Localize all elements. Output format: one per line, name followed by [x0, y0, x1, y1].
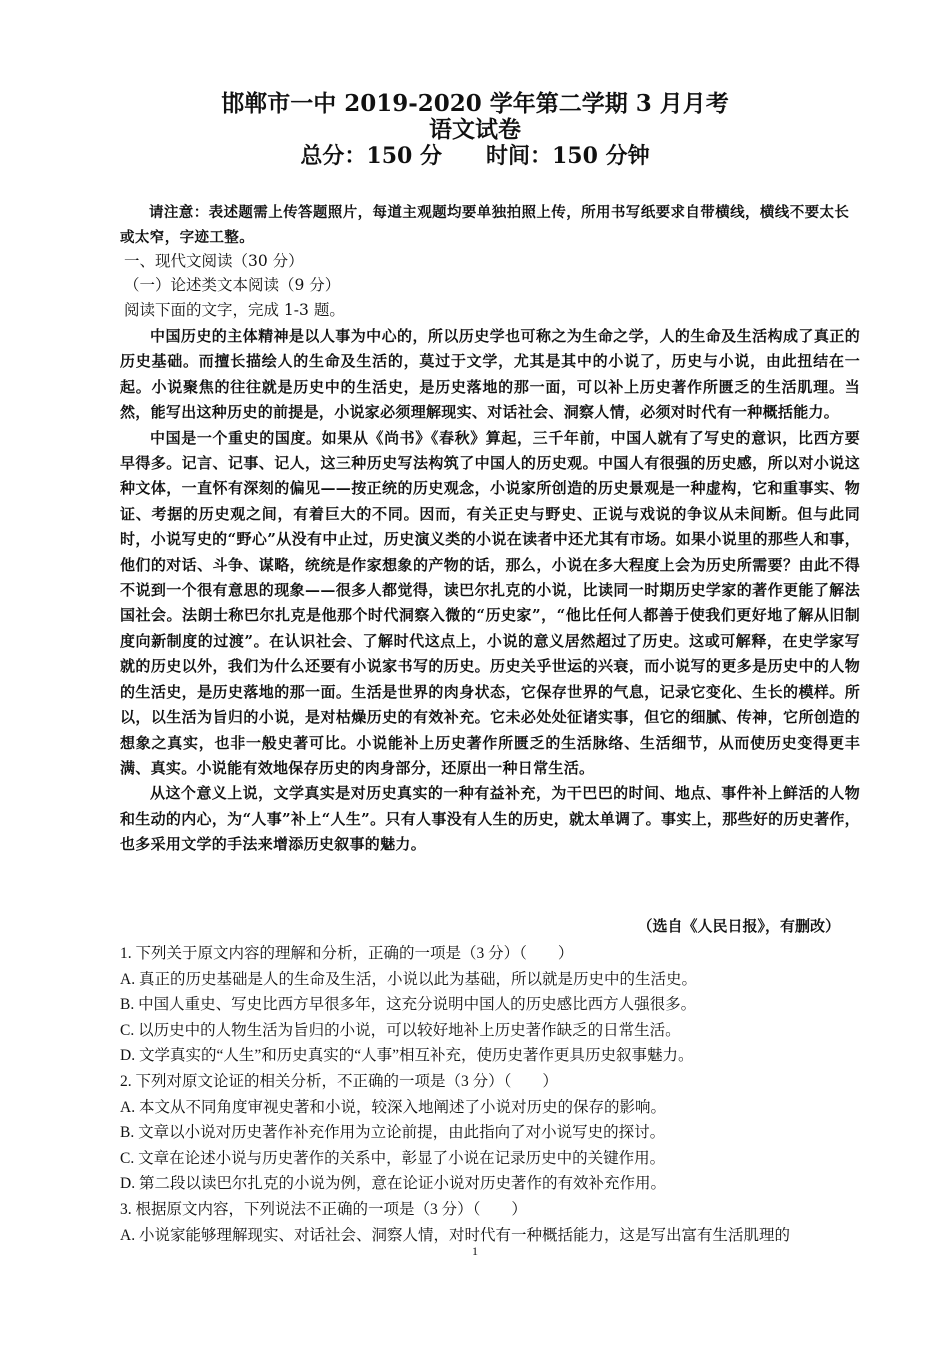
- page-number: 1: [472, 1244, 478, 1258]
- notice-text: 请注意：表述题需上传答题照片，每道主观题均要单独拍照上传，所用书写纸要求自带横线，横线不要太长或太窄，字迹工整。: [120, 204, 850, 246]
- option-2a: A. 本文从不同角度审视史著和小说，较深入地阐述了小说对历史的保存的影响。: [120, 1098, 666, 1116]
- exam-title: 邯郸市一中 2019-2020 学年第二学期 3 月月考: [221, 90, 729, 117]
- reading-instruction: 阅读下面的文字，完成 1-3 题。: [124, 301, 345, 319]
- exam-time: 时间：150 分钟: [486, 143, 650, 169]
- question-1: 1. 下列关于原文内容的理解和分析，正确的一项是（3 分）（ ）: [120, 945, 574, 962]
- passage-source: （选自《人民日报》，有删改）: [637, 917, 840, 935]
- reading-passage: [120, 324, 860, 858]
- question-2: 2. 下列对原文论证的相关分析，不正确的一项是（3 分）（ ）: [120, 1072, 558, 1090]
- option-1c: C. 以历史中的人物生活为旨归的小说，可以较好地补上历史著作缺乏的日常生活。: [120, 1021, 681, 1039]
- option-3a: A. 小说家能够理解现实、对话社会、洞察人情，对时代有一种概括能力，这是写出富有生活肌理的: [120, 1226, 790, 1244]
- option-2d: D. 第二段以读巴尔扎克的小说为例，意在论证小说对历史著作的有效补充作用。: [120, 1175, 666, 1193]
- passage-paragraph-1: 中国历史的主体精神是以人事为中心的，所以历史学也可称之为生命之学，人的生命及生活构成了真正的历史基础。而擅长描绘人的生命及生活的，莫过于文学，尤其是其中的小说了，历史与小说，由此扭结在一起。小说聚焦的往往就是历史中的生活史，是历史落地的那一面，可以补上历史著作所匮乏的生活肌理。当然，能写出这种历史的前提是，小说家必须理解现实、对话社会、洞察人情，必须对时代有一种概括能力。: [120, 327, 860, 422]
- question-3: 3. 根据原文内容，下列说法不正确的一项是（3 分）（ ）: [120, 1200, 527, 1218]
- subsection-heading: （一）论述类文本阅读（9 分）: [124, 276, 341, 294]
- section-heading: 一、现代文阅读（30 分）: [124, 252, 304, 270]
- option-1d: D. 文学真实的“人生”和历史真实的“人事”相互补充，使历史著作更具历史叙事魅力。: [120, 1047, 694, 1065]
- exam-subject: 语文试卷: [429, 116, 521, 143]
- passage-paragraph-2: 中国是一个重史的国度。如果从《尚书》《春秋》算起，三千年前，中国人就有了写史的意识，比西方要早得多。记言、记事、记人，这三种历史写法构筑了中国人的历史观。中国人有很强的历史感，所以对小说这种文体，一直怀有深刻的偏见——按正统的历史观念，小说家所创造的历史景观是一种虚构，它和重事实、物证、考据的历史观之间，有着巨大的不同。因而，有关正史与野史、正说与戏说的争议从未间断。但与此同时，小说写史的“野心”从没有中止过，历史演义类的小说在读者中还尤其有市场。如果小说里的那些人和事，他们的对话、斗争、谋略，统统是作家想象的产物的话，那么，小说在多大程度上会为历史所需要？由此不得不说到一个很有意思的现象——很多人都觉得，读巴尔扎克的小说，比读同一时期历史学家的著作更能了解法国社会。法朗士称巴尔扎克是他那个时代洞察入微的“历史家”，“他比任何人都善于使我们更好地了解从旧制度向新制度的过渡”。在认识社会、了解时代这点上，小说的意义居然超过了历史。这或可解释，在史学家写就的历史以外，我们为什么还要有小说家书写的历史。历史关乎世运的兴衰，而小说写的更多是历史中的人物的生活史，是历史落地的那一面。生活是世界的肉身状态，它保存世界的气息，记录它变化、生长的模样。所以，以生活为旨归的小说，是对枯燥历史的有效补充。它未必处处征诸实事，但它的细腻、传神，它所创造的想象之真实，也非一般史著可比。小说能补上历史著作所匮乏的生活脉络、生活细节，从而使历史变得更丰满、真实。小说能有效地保存历史的肉身部分，还原出一种日常生活。: [120, 428, 860, 777]
- total-score: 总分：150 分: [300, 143, 442, 169]
- passage-paragraph-3: 从这个意义上说，文学真实是对历史真实的一种有益补充，为干巴巴的时间、地点、事件补上鲜活的人物和生动的内心，为“人事”补上“人生”。只有人事没有人生的历史，就太单调了。事实上，那些好的历史著作，也多采用文学的手法来增添历史叙事的魅力。: [120, 784, 860, 854]
- option-2c: C. 文章在论述小说与历史著作的关系中，彰显了小说在记录历史中的关键作用。: [120, 1149, 666, 1167]
- question-list: [120, 941, 862, 1248]
- option-1b: B. 中国人重史、写史比西方早很多年，这充分说明中国人的历史感比西方人强很多。: [120, 996, 697, 1014]
- option-2b: B. 文章以小说对历史著作补充作用为立论前提，由此指向了对小说写史的探讨。: [120, 1124, 666, 1142]
- exam-meta: [0, 142, 950, 170]
- option-1a: A. 真正的历史基础是人的生命及生活，小说以此为基础，所以就是历史中的生活史。: [120, 970, 697, 988]
